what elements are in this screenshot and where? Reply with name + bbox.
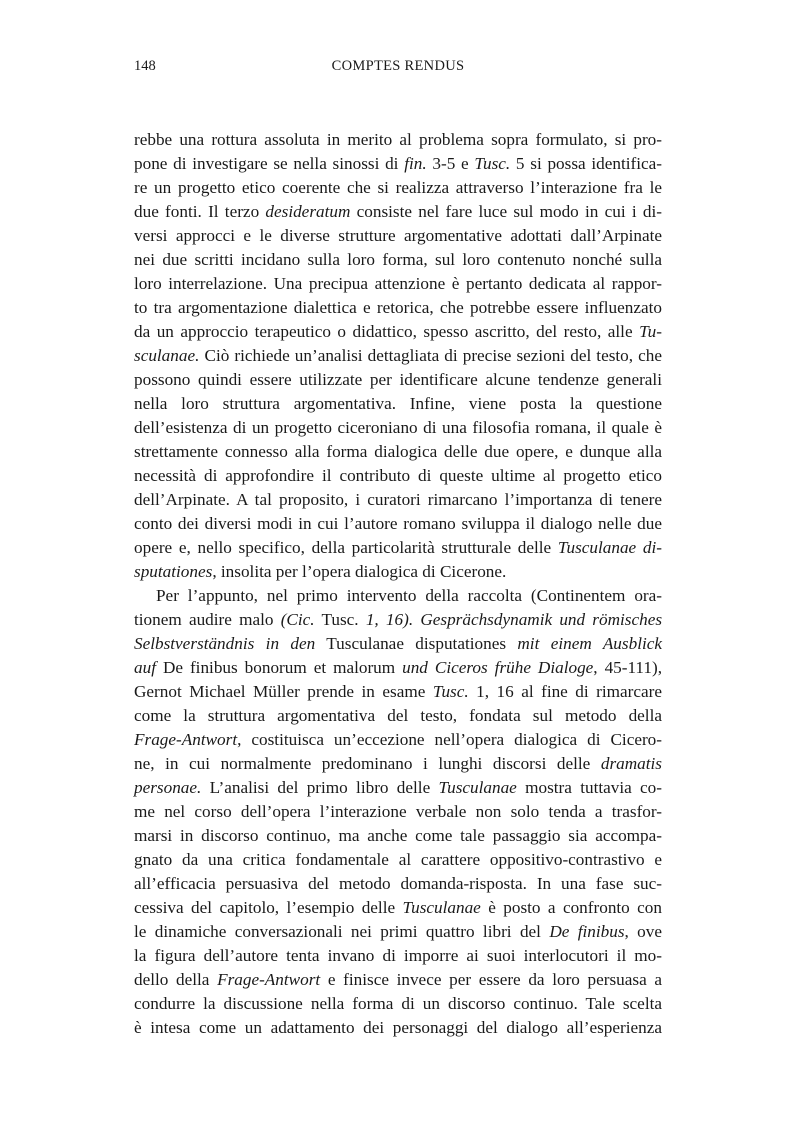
text: strettamente connesso alla forma dialogica delle due opere, e dunque alla bbox=[134, 442, 662, 461]
text-line bbox=[134, 176, 662, 200]
text-line bbox=[134, 416, 662, 440]
text: pone di investigare se nella sinossi di bbox=[134, 154, 405, 173]
text-line bbox=[134, 560, 662, 584]
text: necessità di approfondire il contributo di queste ultime al progetto etico bbox=[134, 466, 662, 485]
text-line bbox=[134, 272, 662, 296]
text: condurre la discussione nella forma di un discorso continuo. Tale scelta bbox=[134, 994, 662, 1013]
text: nei due scritti incidano sulla loro forma, sul loro contenuto nonché sulla bbox=[134, 250, 662, 269]
text: è posto a confronto con bbox=[480, 898, 662, 917]
text: rebbe una rottura assoluta in merito al problema sopra formulato, si pro- bbox=[134, 130, 662, 149]
text-line bbox=[134, 608, 662, 632]
text-line bbox=[134, 1016, 662, 1040]
text: Gernot Michael Müller prende in esame bbox=[134, 682, 433, 701]
text: dell’esistenza di un progetto ciceroniano di una filosofia romana, il quale è bbox=[134, 418, 662, 437]
italic-text: personae. bbox=[134, 778, 202, 797]
text-line bbox=[134, 296, 662, 320]
italic-text: sputationes bbox=[134, 562, 213, 581]
text: e finisce invece per essere da loro persuasa a bbox=[320, 970, 662, 989]
text-line bbox=[134, 488, 662, 512]
italic-text: Tusculanae bbox=[438, 778, 517, 797]
text-line bbox=[134, 320, 662, 344]
text: tionem audire malo bbox=[134, 610, 281, 629]
text: ne, in cui normalmente predominano i lunghi discorsi delle bbox=[134, 754, 601, 773]
paragraph bbox=[134, 128, 662, 584]
italic-text: fin. bbox=[404, 154, 427, 173]
italic-text: mit einem Ausblick bbox=[517, 634, 662, 653]
italic-text: desideratum bbox=[265, 202, 351, 221]
italic-text: Tu- bbox=[639, 322, 662, 341]
running-title: COMPTES RENDUS bbox=[331, 58, 465, 74]
text: opere e, nello specifico, della particolarità strutturale delle bbox=[134, 538, 558, 557]
text-line bbox=[134, 656, 662, 680]
italic-text: Tusculanae bbox=[402, 898, 481, 917]
italic-text: und Ciceros frühe Dialoge bbox=[402, 658, 594, 677]
body-text bbox=[134, 128, 662, 1040]
paragraph bbox=[134, 584, 662, 1040]
text: to tra argomentazione dialettica e retorica, che potrebbe essere influenzato bbox=[134, 298, 662, 317]
text-line bbox=[134, 944, 662, 968]
text: , 45-111), bbox=[593, 658, 663, 677]
text: da un approccio terapeutico o didattico, spesso ascritto, del resto, alle bbox=[134, 322, 640, 341]
text-line bbox=[134, 536, 662, 560]
text: consiste nel fare luce sul modo in cui i di- bbox=[350, 202, 662, 221]
text-line bbox=[134, 200, 662, 224]
italic-text: Frage-Antwort bbox=[134, 730, 238, 749]
text: L’analisi del primo libro delle bbox=[201, 778, 439, 797]
text-line bbox=[134, 728, 662, 752]
text-line bbox=[134, 464, 662, 488]
text-line bbox=[134, 512, 662, 536]
text-line bbox=[134, 800, 662, 824]
text-line bbox=[134, 440, 662, 464]
text: , costituisca un’eccezione nell’opera dialogica di Cicero- bbox=[237, 730, 662, 749]
text-line bbox=[134, 752, 662, 776]
text: 1, 16 al fine di rimarcare bbox=[468, 682, 662, 701]
italic-text: auf bbox=[134, 658, 156, 677]
text: marsi in discorso continuo, ma anche come tale passaggio sia accompa- bbox=[134, 826, 662, 845]
text: , ove bbox=[624, 922, 662, 941]
text: due fonti. Il terzo bbox=[134, 202, 266, 221]
text-line bbox=[134, 248, 662, 272]
text-line bbox=[134, 224, 662, 248]
italic-text: 1, 16). Gesprächsdynamik und römisches bbox=[365, 610, 663, 629]
text: conto dei diversi modi in cui l’autore romano sviluppa il dialogo nelle due bbox=[134, 514, 662, 533]
italic-text: (Cic. bbox=[280, 610, 315, 629]
text-line bbox=[134, 368, 662, 392]
text: Tusculanae disputationes bbox=[315, 634, 518, 653]
text: 5 si possa identifica- bbox=[510, 154, 662, 173]
text: me nel corso dell’opera l’interazione verbale non solo tenda a trasfor- bbox=[134, 802, 662, 821]
text: re un progetto etico coerente che si realizza attraverso l’interazione fra le bbox=[134, 178, 662, 197]
text-line bbox=[134, 632, 662, 656]
text-line bbox=[134, 992, 662, 1016]
italic-text: Selbstverständnis in den bbox=[134, 634, 316, 653]
text-line bbox=[134, 872, 662, 896]
text-line bbox=[134, 128, 662, 152]
text: Ciò richiede un’analisi dettagliata di precise sezioni del testo, che bbox=[199, 346, 662, 365]
text: De finibus bonorum et malorum bbox=[155, 658, 403, 677]
text-line bbox=[134, 152, 662, 176]
text: gnato da una critica fondamentale al carattere oppositivo-contrastivo e bbox=[134, 850, 662, 869]
text-line bbox=[134, 704, 662, 728]
text: mostra tuttavia co- bbox=[516, 778, 662, 797]
text-line bbox=[134, 584, 662, 608]
text: versi approcci e le diverse strutture argomentative adottati dall’Arpinate bbox=[134, 226, 662, 245]
text: le dinamiche conversazionali nei primi quattro libri del bbox=[134, 922, 550, 941]
italic-text: dramatis bbox=[600, 754, 662, 773]
text-line bbox=[134, 392, 662, 416]
text: , insolita per l’opera dialogica di Cicerone. bbox=[212, 562, 507, 581]
text-line bbox=[134, 344, 662, 368]
text: la figura dell’autore tenta invano di imporre ai suoi interlocutori il mo- bbox=[134, 946, 662, 965]
text: Per l’appunto, nel primo intervento della raccolta (Continentem ora- bbox=[156, 586, 662, 605]
italic-text: De finibus bbox=[549, 922, 625, 941]
text-line bbox=[134, 776, 662, 800]
text: 3-5 e bbox=[426, 154, 475, 173]
text: possono quindi essere utilizzate per identificare alcune tendenze generali bbox=[134, 370, 662, 389]
page-number: 148 bbox=[134, 58, 156, 74]
text-line bbox=[134, 968, 662, 992]
italic-text: Tusc. bbox=[432, 682, 469, 701]
text-line bbox=[134, 824, 662, 848]
text: Tusc. bbox=[314, 610, 366, 629]
italic-text: Tusc. bbox=[474, 154, 511, 173]
text: all’efficacia persuasiva del metodo domanda-risposta. In una fase suc- bbox=[134, 874, 662, 893]
text: è intesa come un adattamento dei personaggi del dialogo all’esperienza bbox=[134, 1018, 662, 1037]
text: nella loro struttura argomentativa. Infine, viene posta la questione bbox=[134, 394, 662, 413]
text: come la struttura argomentativa del testo, fondata sul metodo della bbox=[134, 706, 662, 725]
text-line bbox=[134, 920, 662, 944]
text: dell’Arpinate. A tal proposito, i curatori rimarcano l’importanza di tenere bbox=[134, 490, 662, 509]
text: dello della bbox=[134, 970, 218, 989]
text: cessiva del capitolo, l’esempio delle bbox=[134, 898, 403, 917]
italic-text: sculanae. bbox=[134, 346, 200, 365]
text-line bbox=[134, 896, 662, 920]
text-line bbox=[134, 848, 662, 872]
text-line bbox=[134, 680, 662, 704]
italic-text: Tusculanae di- bbox=[557, 538, 662, 557]
text: loro interrelazione. Una precipua attenzione è pertanto dedicata al rappor- bbox=[134, 274, 662, 293]
italic-text: Frage-Antwort bbox=[217, 970, 321, 989]
